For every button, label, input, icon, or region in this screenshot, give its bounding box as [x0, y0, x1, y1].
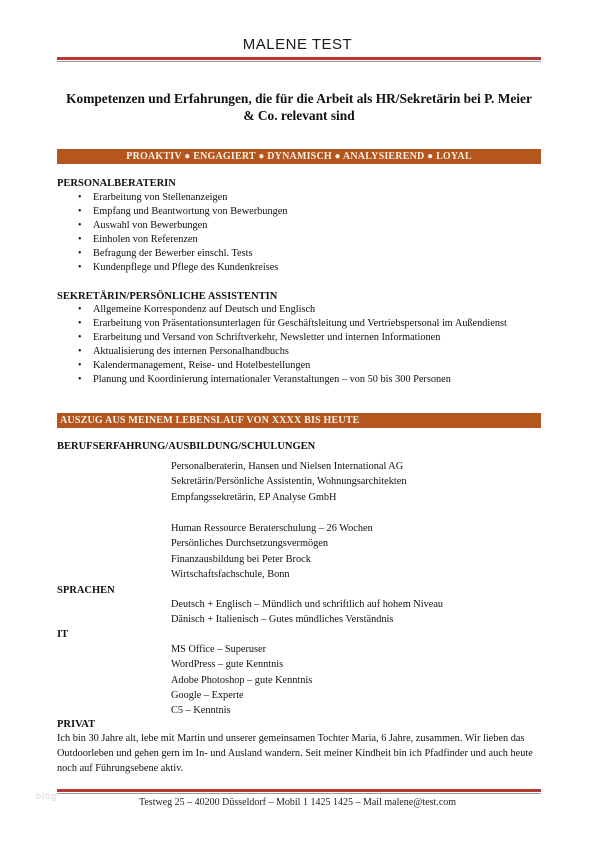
footer-rule-thin	[57, 793, 541, 794]
sekretaerin-item	[57, 373, 539, 387]
personalberaterin-item-text: Einholen von Referenzen	[93, 234, 198, 245]
education-line: Finanzausbildung bei Peter Brock	[171, 553, 311, 565]
sekretaerin-item-text: Kalendermanagement, Reise- und Hotelbestellungen	[93, 360, 311, 371]
bullet-icon: •	[78, 234, 82, 245]
sekretaerin-list	[57, 303, 539, 387]
personalberaterin-item	[57, 247, 539, 261]
sekretaerin-item-text: Planung und Koordinierung internationaler Veranstaltungen – von 50 bis 300 Personen	[93, 374, 451, 385]
section-title-sekretaerin: SEKRETÄRIN/PERSÖNLICHE ASSISTENTIN	[57, 291, 278, 302]
sekretaerin-item	[57, 331, 539, 345]
personalberaterin-item-text: Empfang und Beantwortung von Bewerbungen	[93, 206, 288, 217]
sekretaerin-item-text: Erarbeitung von Präsentationsunterlagen für Geschäftsleitung und Vertriebspersonal im Außendienst	[93, 318, 507, 329]
sekretaerin-item-text: Aktualisierung des internen Personalhandbuchs	[93, 346, 289, 357]
bullet-icon: •	[78, 374, 82, 385]
bullet-icon: •	[78, 346, 82, 357]
personalberaterin-item	[57, 233, 539, 247]
education-line: Persönliches Durchsetzungsvermögen	[171, 538, 328, 550]
bullet-icon: •	[78, 318, 82, 329]
section-title-experience: BERUFSERFAHRUNG/AUSBILDUNG/SCHULUNGEN	[57, 441, 316, 452]
personalberaterin-item-text: Befragung der Bewerber einschl. Tests	[93, 248, 253, 259]
private-text: Ich bin 30 Jahre alt, lebe mit Martin und unserer gemeinsamen Tochter Maria, 6 Jahre, zusammen. Wir lieben das Outdoorleben und gehen gern im In- und Ausland wandern. Seit meiner Kindheit bin ich Pfadfinder und auch heute noch auf Führungsebene aktiv.	[57, 733, 533, 774]
header-rule-thick	[57, 57, 541, 60]
traits-band: PROAKTIV ● ENGAGIERT ● DYNAMISCH ● ANALYSIEREND ● LOYAL	[57, 149, 541, 164]
page-headline: Kompetenzen und Erfahrungen, die für die Arbeit als HR/Sekretärin bei P. Meier & Co. relevant sind	[66, 91, 532, 123]
footer-contact: Testweg 25 – 40200 Düsseldorf – Mobil 1 1425 1425 – Mail malene@test.com	[138, 797, 457, 808]
personalberaterin-item-text: Kundenpflege und Pflege des Kundenkreises	[93, 262, 279, 273]
section-title-it: IT	[57, 629, 69, 640]
personalberaterin-item	[57, 261, 539, 275]
sekretaerin-item	[57, 345, 539, 359]
bullet-icon: •	[78, 304, 82, 315]
sekretaerin-item	[57, 359, 539, 373]
it-skill-line: Google – Experte	[171, 689, 244, 701]
language-line: Deutsch + Englisch – Mündlich und schriftlich auf hohem Niveau	[171, 599, 444, 610]
personalberaterin-item-text: Erarbeitung von Stellenanzeigen	[93, 192, 228, 203]
it-skill-line: C5 – Kenntnis	[171, 705, 231, 717]
language-line: Dänisch + Italienisch – Gutes mündliches Verständnis	[171, 614, 394, 626]
personalberaterin-item	[57, 205, 539, 219]
sekretaerin-item-text: Allgemeine Korrespondenz auf Deutsch und Englisch	[93, 304, 316, 315]
footer-rule-thick	[57, 789, 541, 792]
languages-list	[171, 597, 541, 628]
it-skill-line: MS Office – Superuser	[171, 644, 267, 655]
bullet-icon: •	[78, 332, 82, 343]
bullet-icon: •	[78, 360, 82, 371]
job-line: Personalberaterin, Hansen und Nielsen International AG	[171, 461, 404, 472]
bullet-icon: •	[78, 220, 82, 231]
section-title-personalberaterin: PERSONALBERATERIN	[57, 178, 176, 189]
personalberaterin-list	[57, 191, 539, 275]
it-skill-line: WordPress – gute Kenntnis	[171, 659, 284, 671]
it-list	[171, 642, 541, 718]
personalberaterin-item	[57, 191, 539, 205]
cv-band: AUSZUG AUS MEINEM LEBENSLAUF VON XXXX BIS HEUTE	[57, 413, 541, 428]
it-skill-line: Adobe Photoshop – gute Kenntnis	[171, 674, 313, 686]
sekretaerin-item	[57, 317, 539, 331]
bullet-icon: •	[78, 248, 82, 259]
job-line: Empfangssekretärin, EP Analyse GmbH	[171, 491, 337, 503]
section-title-private: PRIVAT	[57, 719, 96, 730]
job-line: Sekretärin/Persönliche Assistentin, Wohnungsarchitekten	[171, 476, 407, 488]
bullet-icon: •	[78, 262, 82, 273]
jobs-list	[171, 459, 541, 505]
sekretaerin-item-text: Erarbeitung und Versand von Schriftverkehr, Newsletter und internen Informationen	[93, 332, 441, 343]
education-line: Human Ressource Beraterschulung – 26 Wochen	[171, 523, 373, 534]
section-title-languages: SPRACHEN	[57, 585, 115, 596]
education-line: Wirtschaftsfachschule, Bonn	[171, 568, 290, 580]
watermark-text: blog	[36, 791, 58, 801]
personalberaterin-item	[57, 219, 539, 233]
sekretaerin-item	[57, 303, 539, 317]
person-name: MALENE TEST	[242, 36, 353, 53]
bullet-icon: •	[78, 206, 82, 217]
personalberaterin-item-text: Auswahl von Bewerbungen	[93, 220, 208, 231]
header-rule-thin	[57, 61, 541, 62]
education-list	[171, 521, 541, 582]
bullet-icon: •	[78, 192, 82, 203]
